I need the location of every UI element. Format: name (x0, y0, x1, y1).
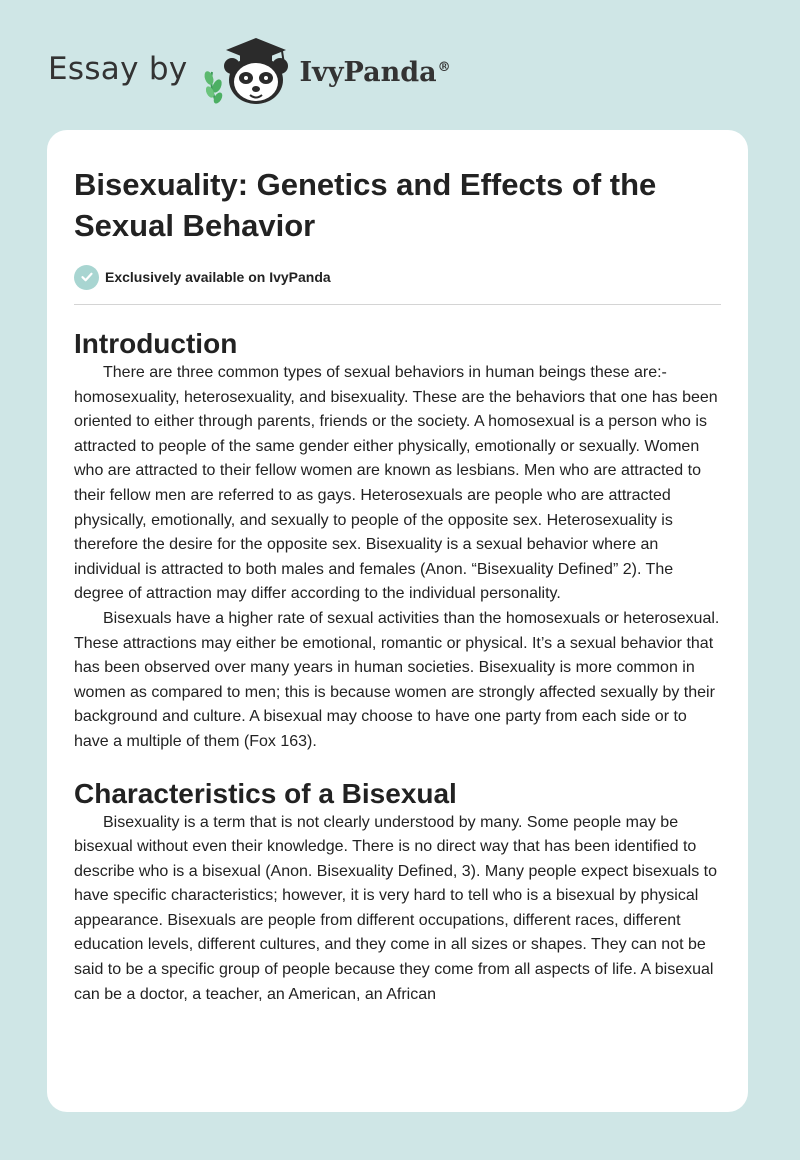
exclusive-badge (74, 264, 721, 290)
brand-prefix: Essay by (48, 51, 188, 87)
brand-header (48, 34, 451, 108)
check-circle-icon (74, 265, 99, 290)
paragraph: Bisexuals have a higher rate of sexual activities than the homosexuals or heterosexual. These attractions may either be emotional, romantic or physical. It’s a sexual behavior that has been observed over many years in human societies. Bisexuality is more common in women as compared to men; this is because women are strongly affected sexually by their background and culture. A bisexual may choose to have one party from each side or to have a multiple of them (Fox 163). (74, 609, 720, 750)
divider (74, 304, 721, 305)
exclusive-label: Exclusively available on IvyPanda (105, 269, 331, 285)
section-heading-introduction: Introduction (74, 328, 238, 359)
panda-logo-icon (202, 34, 298, 108)
leaf-sprig-icon (202, 70, 223, 105)
paragraph: There are three common types of sexual behaviors in human beings these are:- homosexuality, heterosexuality, and bisexuality. These are the behaviors that one has been oriented to either through parents, friends or the society. A homosexual is a person who is attracted to people of the same gender either physically, emotionally or sexually. Women who are attracted to their fellow women are known as lesbians. Men who are attracted to their fellow men are referred to as gays. Heterosexuals are people who are attracted physically, emotionally, and sexually to people of the opposite sex. Heterosexuality is therefore the desire for the opposite sex. Bisexuality is a sexual behavior where an individual is attracted to both males and females (Anon. “Bisexuality Defined” 2). The degree of attraction may differ according to the individual personality. (74, 364, 718, 603)
paragraph: Bisexuality is a term that is not clearly understood by many. Some people may be bisexual without even their knowledge. There is no direct way that has been identified to describe who is a bisexual (Anon. Bisexuality Defined, 3). Many people expect bisexuals to have specific characteristics; however, it is very hard to tell who is a bisexual by physical appearance. Bisexuals are people from different occupations, different races, different education levels, different cultures, and they come in all sizes or shapes. They can not be said to be a specific group of people because they come from all aspects of life. A bisexual can be a doctor, a teacher, an American, an African (74, 813, 718, 1003)
essay-card (47, 130, 748, 1112)
section-heading-characteristics: Characteristics of a Bisexual (74, 777, 457, 809)
brand-name: IvyPanda® (299, 56, 451, 88)
registered-mark: ® (437, 59, 451, 75)
page-title: Bisexuality: Genetics and Effects of the Sexual Behavior (74, 167, 657, 243)
